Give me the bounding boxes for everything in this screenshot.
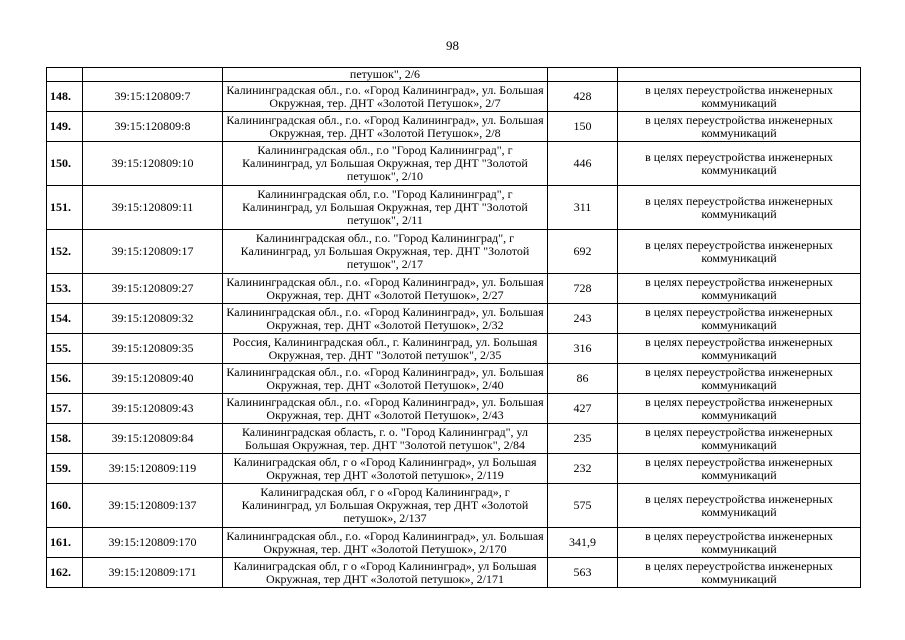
row-number: 150.: [47, 142, 83, 186]
area: 150: [548, 112, 618, 142]
address: Россия, Калининградская обл., г. Калининград, ул. Большая Окружная, тер. ДНТ "Золотой петушок", 2/35: [223, 334, 548, 364]
table-row: [47, 528, 861, 558]
row-number: 158.: [47, 424, 83, 454]
row-number: 160.: [47, 484, 83, 528]
cadastral-number: 39:15:120809:7: [83, 82, 223, 112]
area: [548, 68, 618, 82]
purpose: в целях переустройства инженерных коммуникаций: [618, 304, 861, 334]
row-number: 154.: [47, 304, 83, 334]
area: 728: [548, 274, 618, 304]
area: 316: [548, 334, 618, 364]
address: Калининградская обл., г.о. «Город Калининград», ул. Большая Окружная, тер. ДНТ «Золотой Петушок», 2/40: [223, 364, 548, 394]
area: 692: [548, 230, 618, 274]
purpose: в целях переустройства инженерных коммуникаций: [618, 142, 861, 186]
table-row: [47, 558, 861, 588]
table-row: [47, 484, 861, 528]
table-row: [47, 424, 861, 454]
table-row: [47, 274, 861, 304]
row-number: 157.: [47, 394, 83, 424]
purpose: в целях переустройства инженерных коммуникаций: [618, 528, 861, 558]
area: 86: [548, 364, 618, 394]
purpose: в целях переустройства инженерных коммуникаций: [618, 394, 861, 424]
address: Калиниградская обл, г о «Город Калининград», г Калининград, ул Большая Окружная, тер ДНТ «Золотой петушок», 2/137: [223, 484, 548, 528]
land-plots-table: [46, 67, 861, 588]
table-row: [47, 112, 861, 142]
table-row: [47, 230, 861, 274]
row-number: 148.: [47, 82, 83, 112]
cadastral-number: 39:15:120809:8: [83, 112, 223, 142]
cadastral-number: 39:15:120809:35: [83, 334, 223, 364]
table-row: [47, 186, 861, 230]
row-number: 156.: [47, 364, 83, 394]
row-number: 149.: [47, 112, 83, 142]
cadastral-number: 39:15:120809:17: [83, 230, 223, 274]
row-number: 159.: [47, 454, 83, 484]
purpose: в целях переустройства инженерных коммуникаций: [618, 186, 861, 230]
area: 427: [548, 394, 618, 424]
row-number: 162.: [47, 558, 83, 588]
area: 575: [548, 484, 618, 528]
purpose: в целях переустройства инженерных коммуникаций: [618, 82, 861, 112]
cadastral-number: 39:15:120809:119: [83, 454, 223, 484]
table-row: [47, 364, 861, 394]
table-row: [47, 142, 861, 186]
cadastral-number: 39:15:120809:137: [83, 484, 223, 528]
address: петушок", 2/6: [223, 68, 548, 82]
row-number: 151.: [47, 186, 83, 230]
table-row: [47, 394, 861, 424]
purpose: в целях переустройства инженерных коммуникаций: [618, 484, 861, 528]
row-number: [47, 68, 83, 82]
table-row: [47, 68, 861, 82]
purpose: в целях переустройства инженерных коммуникаций: [618, 364, 861, 394]
address: Калининградская обл., г.о. «Город Калининград», ул. Большая Окружная, тер. ДНТ «Золотой Петушок», 2/32: [223, 304, 548, 334]
address: Калининградская область, г. о. "Город Калининград", ул Большая Окружная, тер. ДНТ "Золотой петушок", 2/84: [223, 424, 548, 454]
area: 311: [548, 186, 618, 230]
row-number: 152.: [47, 230, 83, 274]
address: Калининградская обл., г.о. «Город Калининград», ул. Большая Окружная, тер. ДНТ «Золотой Петушок», 2/7: [223, 82, 548, 112]
area: 428: [548, 82, 618, 112]
cadastral-number: 39:15:120809:40: [83, 364, 223, 394]
address: Калининградская обл., г.о. «Город Калининград», ул. Большая Окружная, тер. ДНТ «Золотой Петушок», 2/43: [223, 394, 548, 424]
address: Калининградская обл., г.о "Город Калининград", г Калининград, ул Большая Окружная, тер ДНТ "Золотой петушок", 2/10: [223, 142, 548, 186]
row-number: 155.: [47, 334, 83, 364]
area: 341,9: [548, 528, 618, 558]
area: 232: [548, 454, 618, 484]
address: Калининградская обл, г.о. "Город Калининград", г Калининград, ул Большая Окружная, тер ДНТ "Золотой петушок", 2/11: [223, 186, 548, 230]
table-row: [47, 304, 861, 334]
purpose: в целях переустройства инженерных коммуникаций: [618, 334, 861, 364]
row-number: 161.: [47, 528, 83, 558]
purpose: в целях переустройства инженерных коммуникаций: [618, 112, 861, 142]
table-row: [47, 82, 861, 112]
area: 446: [548, 142, 618, 186]
cadastral-number: 39:15:120809:43: [83, 394, 223, 424]
address: Калиниградская обл, г о «Город Калининград», ул Большая Окружная, тер ДНТ «Золотой петушок», 2/119: [223, 454, 548, 484]
cadastral-number: 39:15:120809:32: [83, 304, 223, 334]
cadastral-number: 39:15:120809:27: [83, 274, 223, 304]
purpose: [618, 68, 861, 82]
cadastral-number: 39:15:120809:84: [83, 424, 223, 454]
page-number: 98: [446, 38, 459, 53]
cadastral-number: 39:15:120809:11: [83, 186, 223, 230]
area: 235: [548, 424, 618, 454]
purpose: в целях переустройства инженерных коммуникаций: [618, 230, 861, 274]
cadastral-number: [83, 68, 223, 82]
address: Калиниградская обл, г о «Город Калининград», ул Большая Окружная, тер ДНТ «Золотой петушок», 2/171: [223, 558, 548, 588]
address: Калининградская обл., г.о. «Город Калининград», ул. Большая Окружная, тер. ДНТ «Золотой Петушок», 2/27: [223, 274, 548, 304]
cadastral-number: 39:15:120809:171: [83, 558, 223, 588]
cadastral-number: 39:15:120809:170: [83, 528, 223, 558]
area: 563: [548, 558, 618, 588]
purpose: в целях переустройства инженерных коммуникаций: [618, 274, 861, 304]
address: Калининградская обл., г.о. «Город Калининград», ул. Большая Окружная, тер. ДНТ «Золотой Петушок», 2/8: [223, 112, 548, 142]
table-row: [47, 334, 861, 364]
address: Калининградская обл., г.о. «Город Калининград», ул. Большая Окружная, тер. ДНТ «Золотой Петушок», 2/170: [223, 528, 548, 558]
address: Калининградская обл., г.о. "Город Калининград", г Калининград, ул Большая Окружная, тер. ДНТ "Золотой петушок", 2/17: [223, 230, 548, 274]
table-row: [47, 454, 861, 484]
purpose: в целях переустройства инженерных коммуникаций: [618, 424, 861, 454]
area: 243: [548, 304, 618, 334]
purpose: в целях переустройства инженерных коммуникаций: [618, 558, 861, 588]
row-number: 153.: [47, 274, 83, 304]
purpose: в целях переустройства инженерных коммуникаций: [618, 454, 861, 484]
cadastral-number: 39:15:120809:10: [83, 142, 223, 186]
